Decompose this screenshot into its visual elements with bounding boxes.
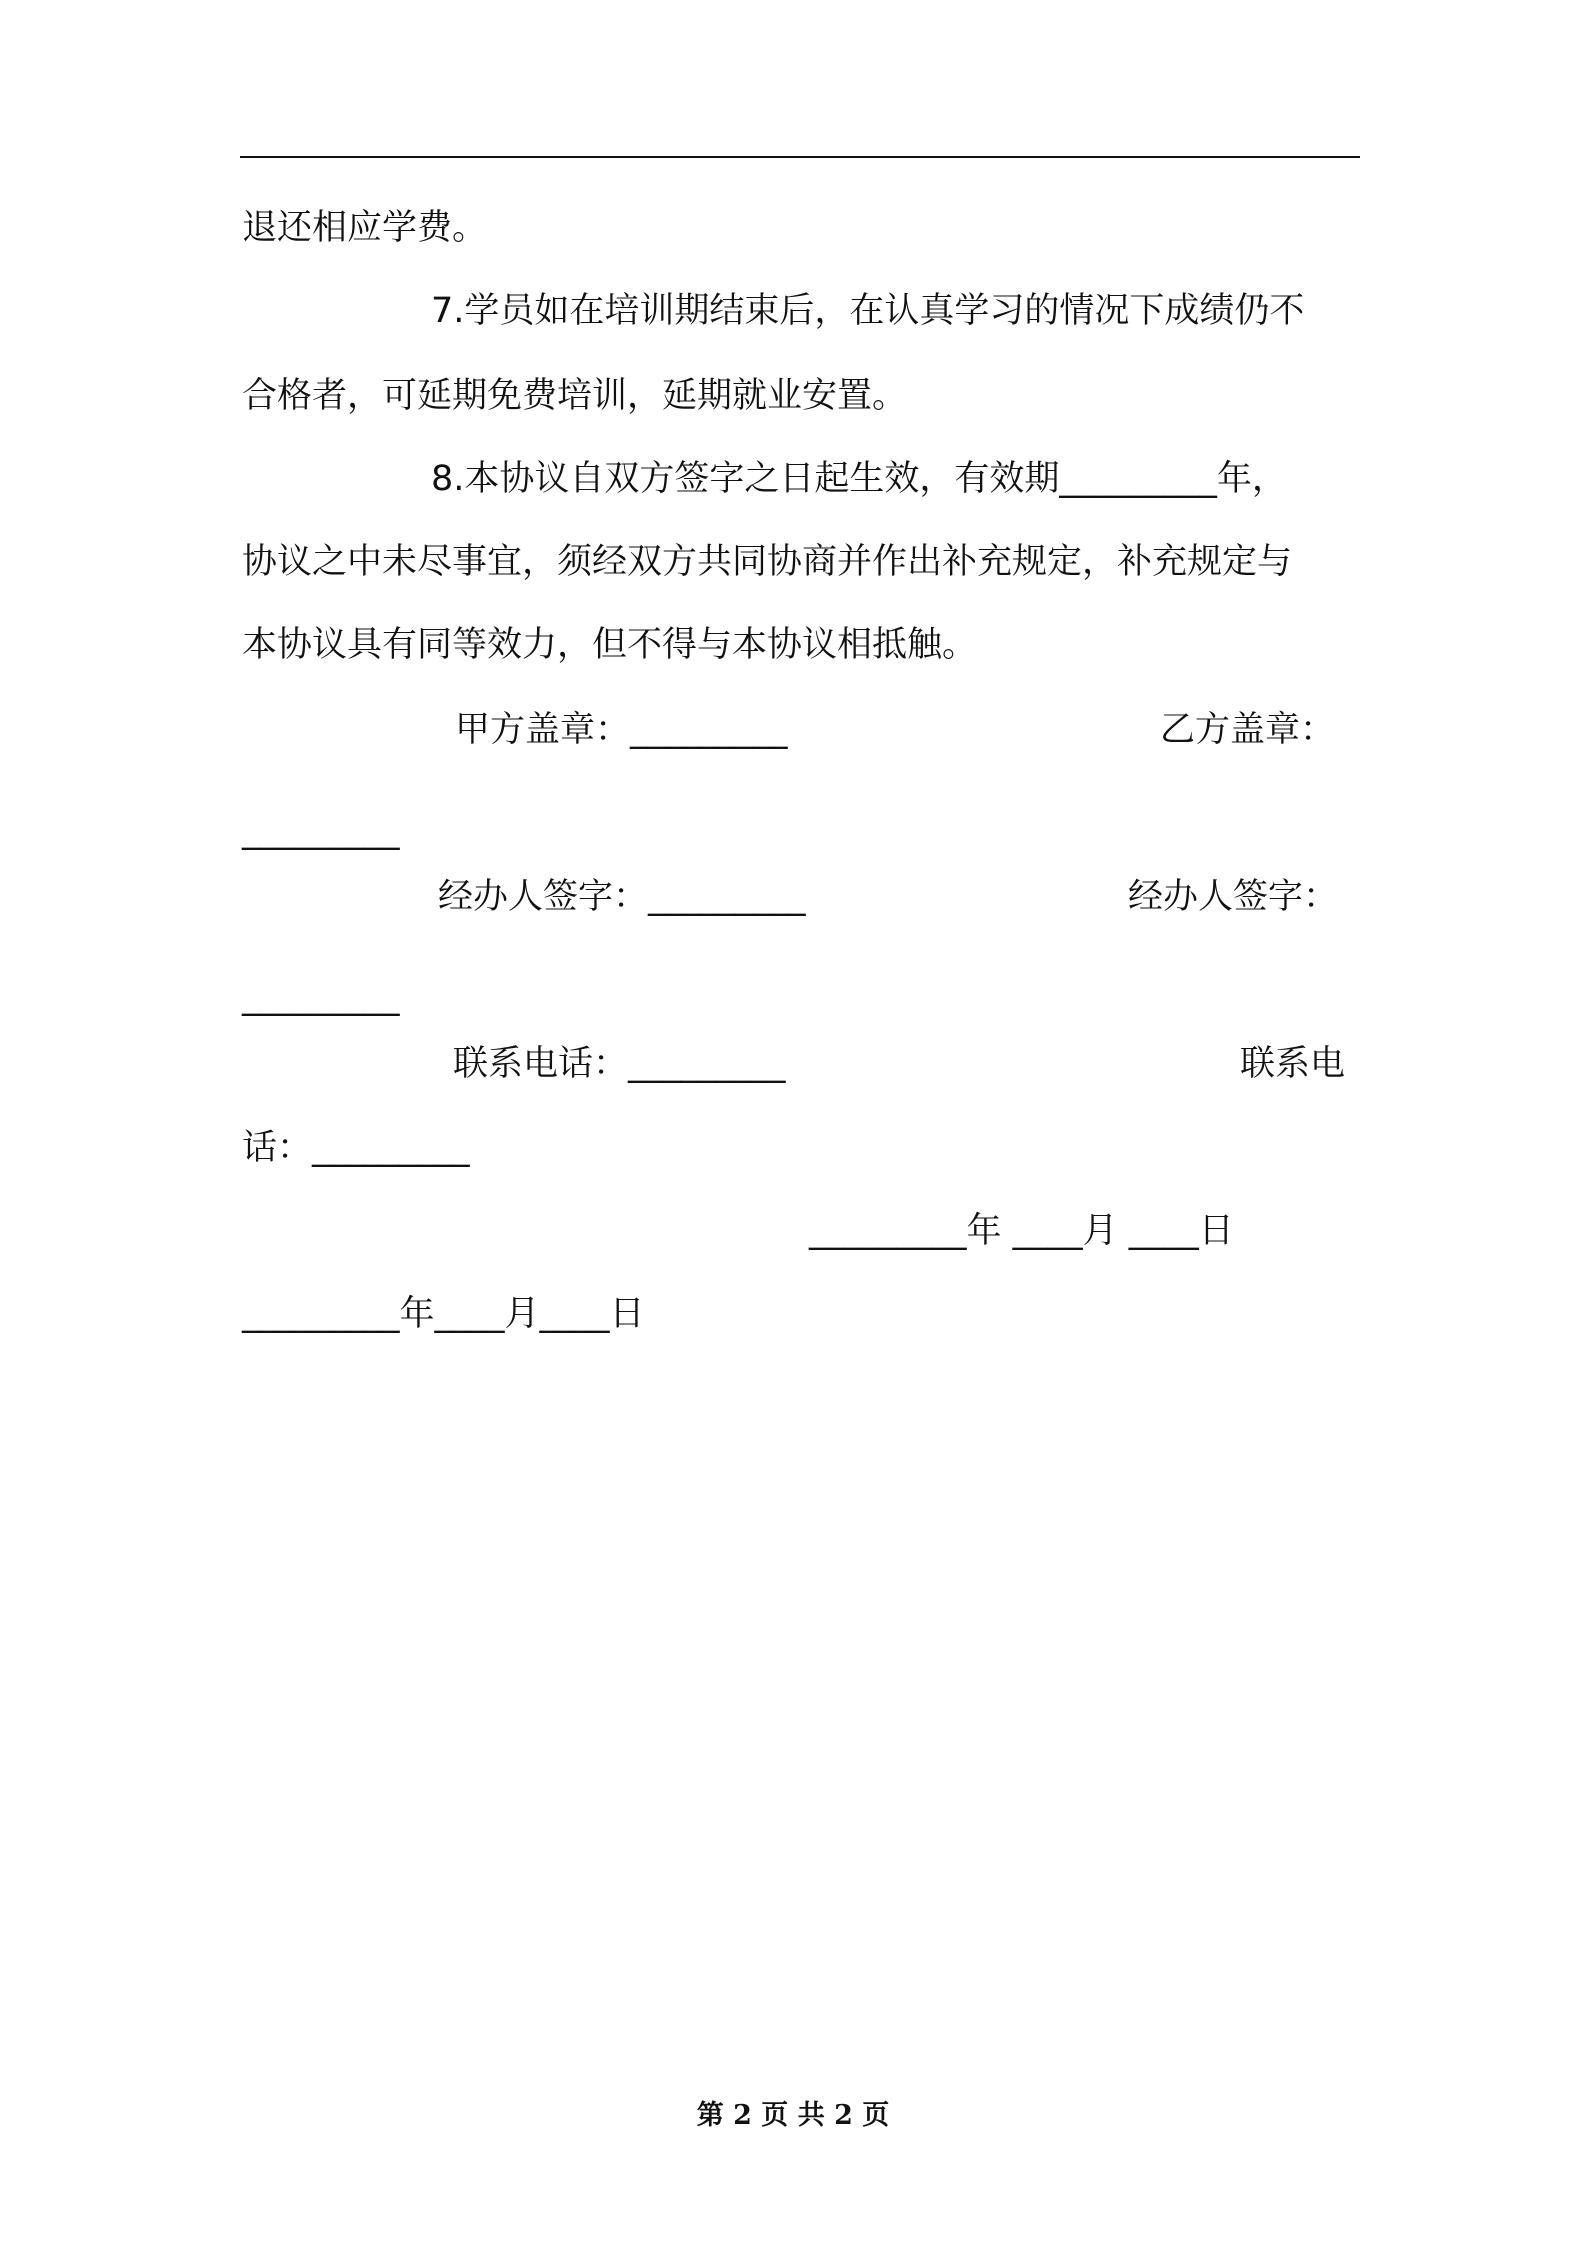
agent-b-signature-blank: _________ [242,977,400,1017]
phone-a: 联系电话：_________ [453,1044,786,1084]
agent-a-signature: 经办人签字：_________ [438,877,806,917]
phone-b-end: 话：_________ [242,1128,470,1168]
party-b-seal: 乙方盖章： [1160,710,1336,750]
date-a: _________年 ____月 ____日 [809,1211,1234,1251]
party-a-seal: 甲方盖章：_________ [455,710,788,750]
party-b-seal-blank: _________ [242,811,400,851]
page-number: 第 2 页 共 2 页 [696,2100,890,2131]
text-line: 退还相应学费。 [242,208,488,248]
text-line: 8.本协议自双方签字之日起生效，有效期_________年， [431,459,1287,499]
header-rule [240,156,1360,158]
text-line: 合格者，可延期免费培训，延期就业安置。 [242,376,908,416]
text-line: 协议之中未尽事宜，须经双方共同协商并作出补充规定，补充规定与 [242,542,1293,582]
date-b: _________年____月____日 [242,1294,645,1334]
text-line: 7.学员如在培训期结束后，在认真学习的情况下成绩仍不 [431,291,1305,331]
agent-b-signature: 经办人签字： [1128,877,1339,917]
text-line: 本协议具有同等效力，但不得与本协议相抵触。 [242,625,978,665]
phone-b-start: 联系电 [1240,1044,1346,1084]
